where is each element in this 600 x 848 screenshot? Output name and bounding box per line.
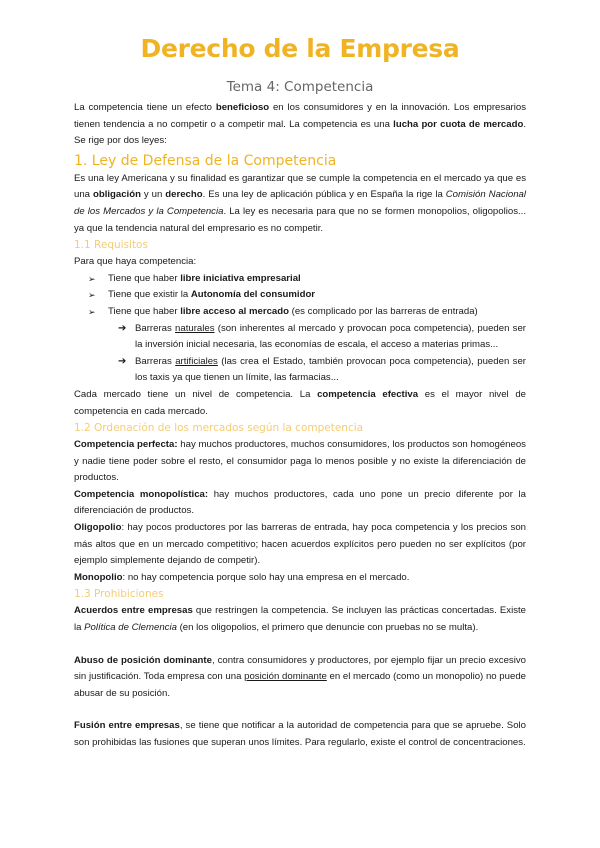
subheading-prohibiciones: 1.3 Prohibiciones	[74, 588, 164, 601]
sub-list-item: ➔ Barreras artificiales (las crea el Estado, también provocan poca competencia), pueden ser los taxis ya que tienen un límite, las farmacias...	[118, 355, 527, 384]
market-type-paragraph: Competencia perfecta: hay muchos productores, muchos consumidores, los productos son homogéneos y nadie tiene poder sobre el resto, el consumidor paga lo menos posible y no existe la diferenciación de productos.	[74, 439, 526, 484]
requisitos-closing: Cada mercado tiene un nivel de competencia. La competencia efectiva es el mayor nivel de competencia en cada mercado.	[74, 388, 526, 417]
arrowhead-bullet-icon: ➢	[88, 273, 96, 284]
market-type-paragraph: Competencia monopolística: hay muchos productores, cada uno pone un precio diferente por la diferenciación de productos.	[74, 488, 526, 517]
prohibicion-acuerdos: Acuerdos entre empresas que restringen la competencia. Se incluyen las prácticas concertadas. Existe la Política de Clemencia (en los oligopolios, el primero que denuncie con pruebas no se multa).	[74, 605, 527, 634]
prohibicion-abuso: Abuso de posición dominante, contra consumidores y productores, por ejemplo fijar un precio excesivo sin justificación. Toda empresa con una posición dominante en el mercado (como un monopolio) no puede abusar de su posición.	[74, 654, 526, 699]
intro-paragraph: La competencia tiene un efecto beneficioso en los consumidores y en la innovación. Los empresarios tienen tendencia a no competir o a competir mal. La competencia es una lucha por cuota de mercado. Se rige por dos leyes:	[74, 102, 526, 147]
arrow-right-icon: ➔	[118, 355, 127, 367]
list-item: ➢ Tiene que haber libre acceso al mercado (es complicado por las barreras de entrada) ➔ Barreras naturales (son inherentes al mercado y provocan poca competencia), pueden ser la inversión inicial necesaria, las economías de escala, el acceso a materias primas... ➔ Barreras artificiales (las crea el Estado, también provocan poca competencia), pueden ser los taxis ya que tienen un límite, las farmacias...	[88, 304, 526, 387]
arrowhead-bullet-icon: ➢	[88, 306, 96, 317]
requisitos-list	[74, 271, 526, 387]
subheading-requisitos: 1.1 Requisitos	[74, 239, 148, 252]
paragraph-spacer	[74, 702, 526, 718]
subheading-ordenacion: 1.2 Ordenación de los mercados según la competencia	[74, 422, 364, 435]
prohibicion-fusion: Fusión entre empresas, se tiene que notificar a la autoridad de competencia para que se apruebe. Solo son prohibidas las fusiones que superan unos límites. Para regularlo, existe el control de concentraciones.	[74, 720, 526, 748]
barreras-sublist	[108, 321, 526, 387]
arrow-right-icon: ➔	[118, 322, 127, 334]
sub-list-item: ➔ Barreras naturales (son inherentes al mercado y provocan poca competencia), pueden ser la inversión inicial necesaria, las economías de escala, el acceso a materias primas...	[118, 322, 527, 351]
market-type-paragraph: Oligopolio: hay pocos productores por las barreras de entrada, hay poca competencia y los precios son más altos que en un mercado competitivo; hacen acuerdos explícitos pero pueden no ser explícitos (por ejemplo simplemente dejando de competir).	[74, 522, 526, 567]
document-title: Derecho de la Empresa	[140, 34, 460, 63]
ley-paragraph: Es una ley Americana y su finalidad es garantizar que se cumple la competencia en el mercado ya que es una obligación y un derecho. Es una ley de aplicación pública y en España la rige la Comisión Nacional de los Mercados y la Competencia. La ley es necesaria para que no se formen monopolios, oligopolios... ya que la tendencia natural del empresario es no competir.	[74, 172, 526, 234]
document-subtitle: Tema 4: Competencia	[226, 79, 374, 95]
paragraph-spacer	[74, 637, 526, 653]
list-item: ➢ Tiene que haber libre iniciativa empresarial	[88, 271, 526, 288]
section-heading-ley: 1. Ley de Defensa de la Competencia	[74, 152, 337, 169]
market-type-paragraph: Monopolio: no hay competencia porque solo hay una empresa en el mercado.	[74, 571, 410, 583]
requisitos-lead: Para que haya competencia:	[74, 256, 197, 268]
arrowhead-bullet-icon: ➢	[88, 290, 96, 301]
list-item: ➢ Tiene que existir la Autonomía del consumidor	[88, 287, 526, 304]
